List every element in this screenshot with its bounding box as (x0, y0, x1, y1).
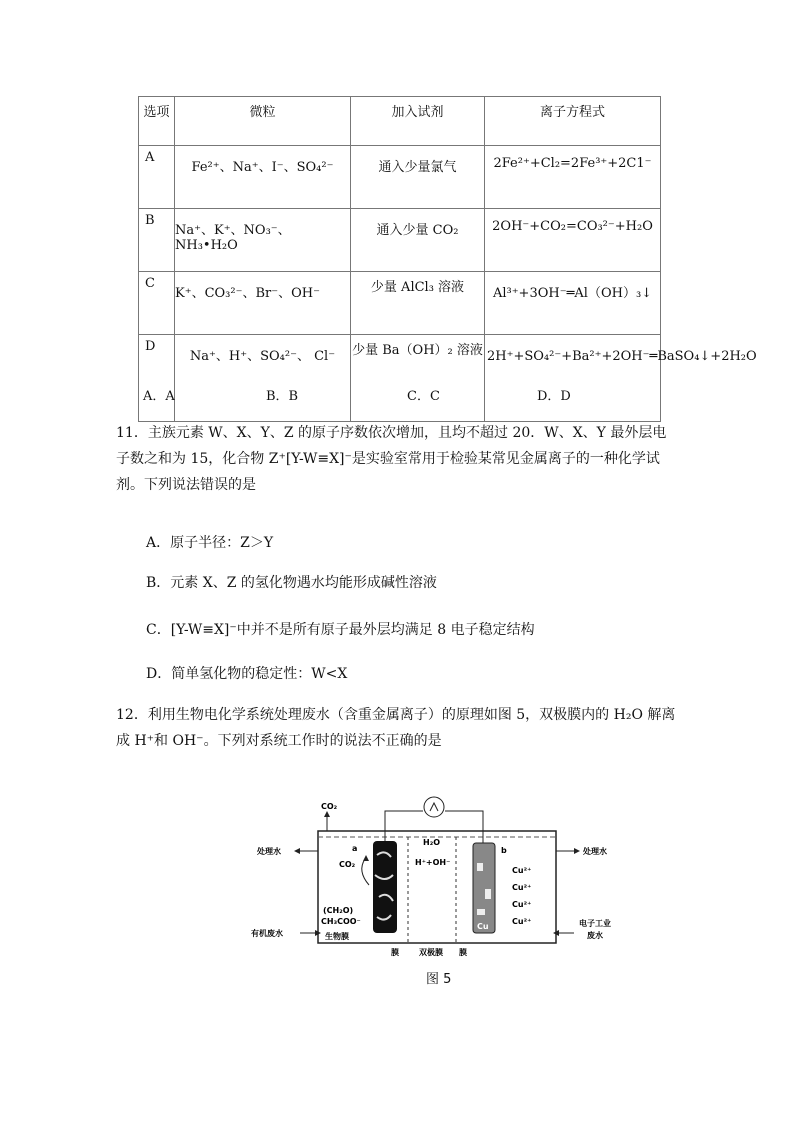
label-ch3coo: CH₃COO⁻ (321, 917, 361, 926)
arrow-up-icon (324, 811, 330, 817)
ions-cell: Na⁺、K⁺、NO₃⁻、NH₃•H₂O (175, 209, 351, 272)
reagent-cell: 少量 Ba（OH）₂ 溶液 (351, 335, 485, 422)
table-row (139, 335, 661, 422)
header-cell: 离子方程式 (485, 97, 661, 146)
option-cell: B (139, 209, 175, 272)
label-bipolar: 双极膜 (419, 948, 443, 957)
option-cell: D (139, 335, 175, 422)
arrow-left-icon (294, 848, 300, 854)
ions-cell: K⁺、CO₃²⁻、Br⁻、OH⁻ (175, 272, 351, 335)
label-biofilm: 生物膜 (325, 932, 349, 941)
q10-option-d: D．D (537, 389, 571, 404)
wire-right (445, 811, 483, 843)
label-treated-left: 处理水 (257, 847, 281, 856)
ions-cell: Na⁺、H⁺、SO₄²⁻、 Cl⁻ (175, 335, 351, 422)
table-row (139, 209, 661, 272)
label-membrane-right: 膜 (459, 948, 467, 957)
reaction-arrow (362, 859, 369, 885)
arrow-up-icon (363, 855, 369, 861)
label-cu: Cu (477, 922, 489, 931)
label-organic-waste: 有机废水 (251, 929, 283, 938)
table-header-row (139, 97, 661, 146)
label-a: a (352, 844, 358, 853)
q12-stem: 12．利用生物电化学系统处理废水（含重金属离子）的原理如图 5，双极膜内的 H₂O 解离成 H⁺和 OH⁻。下列对系统工作时的说法不正确的是 (116, 707, 676, 749)
option-cell: C (139, 272, 175, 335)
equation-cell: 2Fe²⁺+Cl₂=2Fe³⁺+2C1⁻ (485, 146, 661, 209)
label-h-oh: H⁺+OH⁻ (415, 858, 451, 867)
label-co2-top: CO₂ (321, 802, 338, 811)
wire-left (385, 811, 423, 843)
arrow-right-icon (574, 848, 580, 854)
q11-option-a: A．原子半径：Z＞Y (146, 535, 274, 551)
bulb-icon (424, 797, 444, 817)
label-cu2: Cu²⁺ (512, 917, 532, 926)
label-cu2: Cu²⁺ (512, 883, 532, 892)
label-membrane-left: 膜 (391, 948, 399, 957)
options-table (138, 96, 757, 422)
reagent-cell: 少量 AlCl₃ 溶液 (351, 272, 485, 335)
header-cell: 微粒 (175, 97, 351, 146)
label-cu2: Cu²⁺ (512, 900, 532, 909)
q10-option-a: A．A (143, 389, 175, 404)
q10-option-b: B．B (266, 389, 299, 404)
table-row (139, 146, 661, 209)
electrochemical-diagram (245, 793, 625, 961)
label-treated-right: 处理水 (583, 847, 607, 856)
equation-cell: 2OH⁻+CO₂=CO₃²⁻+H₂O (485, 209, 661, 272)
reagent-cell: 通入少量 CO₂ (351, 209, 485, 272)
label-co2: CO₂ (339, 860, 356, 869)
header-cell: 选项 (139, 97, 175, 146)
label-electronic-waste: 电子工业 (579, 919, 611, 928)
label-b: b (501, 846, 507, 855)
label-electronic-waste: 废水 (587, 931, 603, 940)
figure-caption: 图 5 (426, 972, 452, 987)
q10-option-c: C．C (407, 389, 440, 404)
q11-option-d: D．简单氢化物的稳定性：W<X (146, 666, 348, 682)
label-ch2o: (CH₂O) (323, 906, 354, 915)
q11-option-b: B．元素 X、Z 的氢化物遇水均能形成碱性溶液 (146, 575, 437, 591)
reagent-cell: 通入少量氯气 (351, 146, 485, 209)
label-h2o: H₂O (423, 838, 440, 847)
electrode-b (473, 843, 495, 933)
option-cell: A (139, 146, 175, 209)
label-cu2: Cu²⁺ (512, 866, 532, 875)
q11-stem: 11．主族元素 W、X、Y、Z 的原子序数依次增加，且均不超过 20．W、X、Y 最外层电子数之和为 15，化合物 Z⁺[Y-W≡X]⁻是实验室常用于检验某常见金属离子的一种化学试剂。下列说法错误的是 (116, 425, 667, 493)
ions-cell: Fe²⁺、Na⁺、I⁻、SO₄²⁻ (175, 146, 351, 209)
table-row (139, 272, 661, 335)
q11-option-c: C．[Y-W≡X]⁻中并不是所有原子最外层均满足 8 电子稳定结构 (146, 622, 535, 638)
equation-cell: 2H⁺+SO₄²⁻+Ba²⁺+2OH⁻═BaSO₄↓+2H₂O (485, 335, 661, 422)
equation-cell: Al³⁺+3OH⁻═Al（OH）₃↓ (485, 272, 661, 335)
header-cell: 加入试剂 (351, 97, 485, 146)
